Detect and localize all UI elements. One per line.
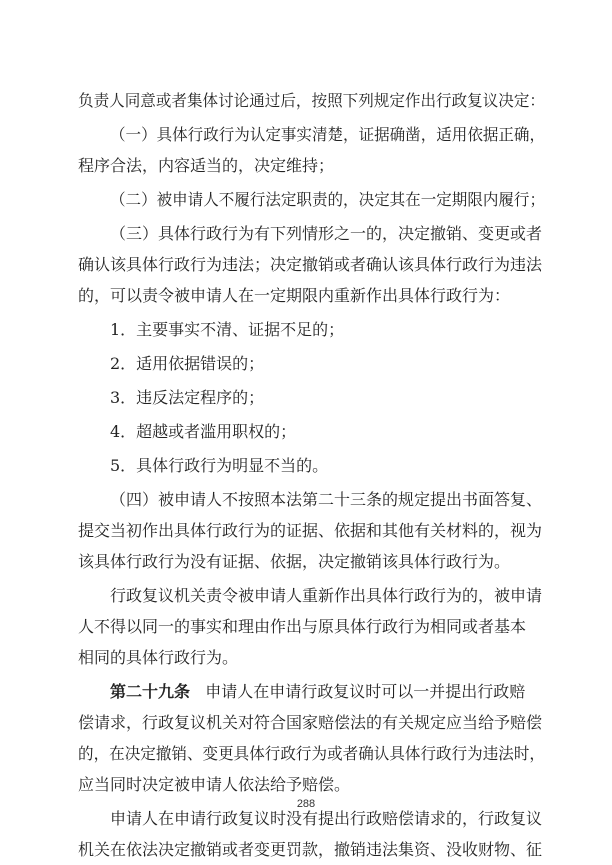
text-line: 机关在依法决定撤销或者变更罚款，撤销违法集资、没收财物、征 bbox=[78, 840, 543, 859]
text-line: （二）被申请人不履行法定职责的，决定其在一定期限内履行； bbox=[110, 190, 546, 209]
text-line: 程序合法，内容适当的，决定维持； bbox=[78, 156, 335, 175]
text-line: 申请人在申请行政复议时可以一并提出行政赔 bbox=[205, 682, 526, 701]
article-label: 第二十九条 bbox=[110, 682, 191, 701]
list-item: 2．适用依据错误的； bbox=[110, 354, 265, 373]
text-line: （一）具体行政行为认定事实清楚，证据确凿，适用依据正确， bbox=[110, 125, 546, 144]
text-line: 提交当初作出具体行政行为的证据、依据和其他有关材料的，视为 bbox=[78, 521, 543, 540]
page-number: 288 bbox=[296, 798, 316, 810]
list-item: 1．主要事实不清、证据不足的； bbox=[110, 320, 345, 339]
list-item: 5．具体行政行为明显不当的。 bbox=[110, 456, 329, 475]
text-line: 申请人在申请行政复议时没有提出行政赔偿请求的，行政复议 bbox=[110, 809, 543, 828]
article-line bbox=[110, 681, 525, 703]
list-item: 4．超越或者滥用职权的； bbox=[110, 422, 297, 441]
text-line: 确认该具体行政行为违法；决定撤销或者确认该具体行政行为违法 bbox=[78, 255, 543, 274]
text-line: （四）被申请人不按照本法第二十三条的规定提出书面答复、 bbox=[110, 490, 543, 509]
text-line: 该具体行政行为没有证据、依据，决定撤销该具体行政行为。 bbox=[78, 552, 511, 571]
text-line: 人不得以同一的事实和理由作出与原具体行政行为相同或者基本 bbox=[78, 617, 527, 636]
list-item: 3．违反法定程序的； bbox=[110, 388, 265, 407]
text-line: 的，可以责令被申请人在一定期限内重新作出具体行政行为： bbox=[78, 286, 511, 305]
text-line: 的，在决定撤销、变更具体行政行为或者确认具体行政行为违法时， bbox=[78, 744, 546, 763]
text-line: 负责人同意或者集体讨论通过后，按照下列规定作出行政复议决定： bbox=[78, 91, 546, 110]
text-line: 相同的具体行政行为。 bbox=[78, 648, 239, 667]
text-line: 偿请求，行政复议机关对符合国家赔偿法的有关规定应当给予赔偿 bbox=[78, 713, 543, 732]
text-line: （三）具体行政行为有下列情形之一的，决定撤销、变更或者 bbox=[110, 224, 543, 243]
text-line: 应当同时决定被申请人依法给予赔偿。 bbox=[78, 775, 351, 794]
text-line: 行政复议机关责令被申请人重新作出具体行政行为的，被申请 bbox=[110, 586, 543, 605]
